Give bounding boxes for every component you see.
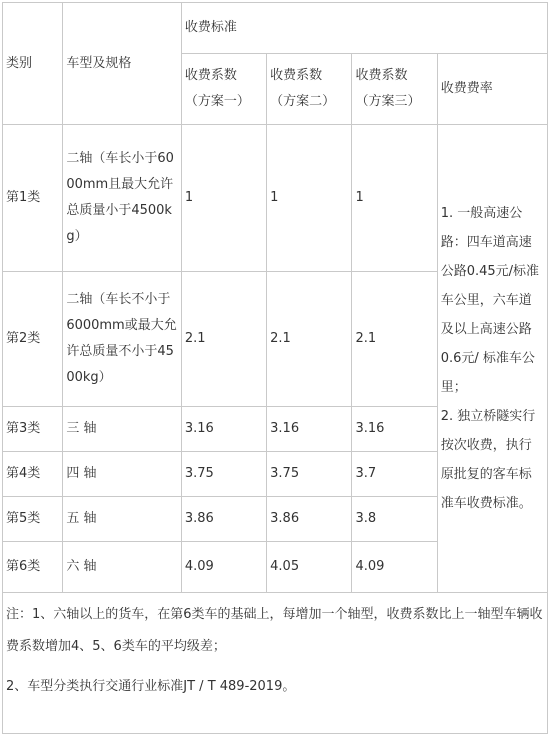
header-coef-plan-1 [181, 54, 266, 125]
header-coef-plan: （方案二） [270, 94, 336, 109]
row-coef-3: 3.7 [352, 452, 437, 497]
row-coef-1: 2.1 [181, 272, 266, 407]
row-coef-2: 3.75 [267, 452, 352, 497]
rate-description [437, 125, 547, 593]
row-coef-3: 4.09 [352, 542, 437, 593]
row-coef-2: 3.86 [267, 497, 352, 542]
row-category: 第6类 [3, 542, 63, 593]
notes-cell [3, 593, 548, 734]
header-row-1 [3, 3, 548, 54]
row-model: 二轴（车长不小于6000mm或最大允许总质量不小于4500kg） [63, 272, 182, 407]
row-coef-1: 3.75 [181, 452, 266, 497]
row-category: 第4类 [3, 452, 63, 497]
row-coef-1: 1 [181, 125, 266, 272]
row-coef-3: 3.16 [352, 407, 437, 452]
row-model: 二轴（车长小于6000mm且最大允许总质量小于4500kg） [63, 125, 182, 272]
note-item-1: 注：1、六轴以上的货车，在第6类车的基础上，每增加一个轴型，收费系数比上一轴型车辆收费系数增加4、5、6类车的平均级差； [6, 607, 543, 654]
row-coef-2: 1 [267, 125, 352, 272]
row-coef-1: 3.16 [181, 407, 266, 452]
row-model: 六 轴 [63, 542, 182, 593]
header-coef-label: 收费系数 [184, 68, 237, 83]
row-category: 第2类 [3, 272, 63, 407]
toll-fee-table [2, 2, 548, 734]
row-coef-2: 2.1 [267, 272, 352, 407]
header-rate: 收费费率 [437, 54, 547, 125]
row-category: 第3类 [3, 407, 63, 452]
header-coef-plan: （方案一） [184, 94, 250, 109]
row-model: 四 轴 [63, 452, 182, 497]
row-model: 三 轴 [63, 407, 182, 452]
rate-item-2: 2. 独立桥隧实行按次收费，执行原批复的客车标准车收费标准。 [440, 409, 536, 511]
row-coef-3: 1 [352, 125, 437, 272]
header-category: 类别 [3, 3, 63, 125]
row-coef-1: 4.09 [181, 542, 266, 593]
row-coef-3: 2.1 [352, 272, 437, 407]
header-coef-label: 收费系数 [355, 68, 408, 83]
row-coef-3: 3.8 [352, 497, 437, 542]
row-coef-1: 3.86 [181, 497, 266, 542]
notes-row [3, 593, 548, 734]
table-row [3, 125, 548, 272]
row-model: 五 轴 [63, 497, 182, 542]
row-category: 第1类 [3, 125, 63, 272]
header-coef-plan: （方案三） [355, 94, 421, 109]
note-item-2: 2、车型分类执行交通行业标准JT / T 489-2019。 [6, 679, 296, 694]
header-coef-plan-3 [352, 54, 437, 125]
row-coef-2: 3.16 [267, 407, 352, 452]
header-standard: 收费标准 [181, 3, 547, 54]
header-coef-plan-2 [267, 54, 352, 125]
header-coef-label: 收费系数 [270, 68, 323, 83]
row-category: 第5类 [3, 497, 63, 542]
row-coef-2: 4.05 [267, 542, 352, 593]
header-model-spec: 车型及规格 [63, 3, 182, 125]
rate-item-1: 1. 一般高速公路：四车道高速公路0.45元/标准车公里，六车道及以上高速公路0.6元/ 标准车公里； [440, 206, 540, 395]
